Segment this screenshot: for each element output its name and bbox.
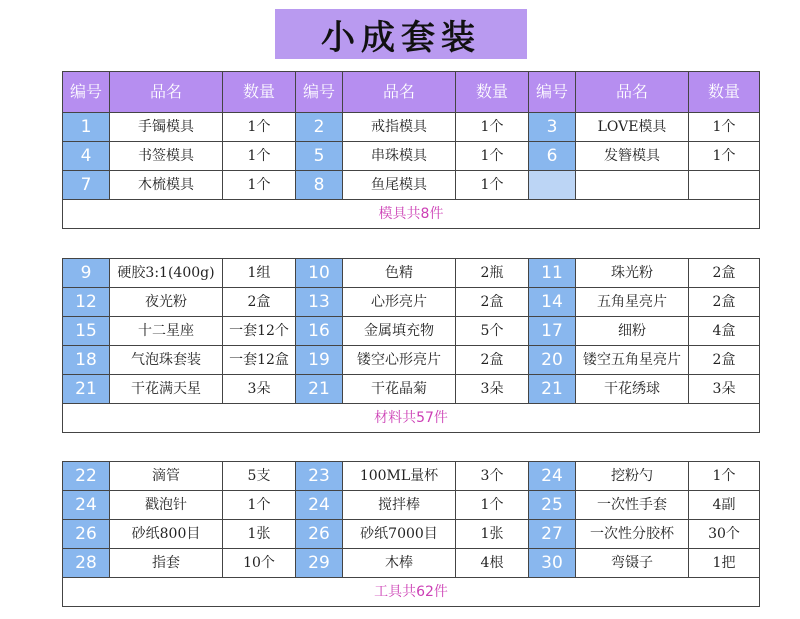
item-name: LOVE模具: [576, 113, 689, 142]
item-name: 金属填充物: [343, 317, 456, 346]
item-name: 色精: [343, 259, 456, 288]
item-name: 气泡珠套装: [110, 346, 223, 375]
item-quantity: 3朵: [689, 375, 760, 404]
item-number: 7: [63, 171, 110, 200]
item-number: 11: [529, 259, 576, 288]
item-number: 27: [529, 520, 576, 549]
item-quantity: 1个: [223, 113, 296, 142]
item-number: 9: [63, 259, 110, 288]
item-name: 书签模具: [110, 142, 223, 171]
item-number: 28: [63, 549, 110, 578]
item-number: 14: [529, 288, 576, 317]
item-name: 戳泡针: [110, 491, 223, 520]
item-quantity: 2盒: [689, 346, 760, 375]
item-quantity: 5支: [223, 462, 296, 491]
item-name: 砂纸7000目: [343, 520, 456, 549]
item-quantity: 10个: [223, 549, 296, 578]
item-number: 12: [63, 288, 110, 317]
item-quantity: 1张: [223, 520, 296, 549]
item-name: 鱼尾模具: [343, 171, 456, 200]
table-row: [63, 462, 760, 491]
molds-table: [62, 71, 760, 229]
item-number: 21: [529, 375, 576, 404]
item-name: 挖粉勺: [576, 462, 689, 491]
section-total: 材料共57件: [63, 404, 760, 433]
item-name: 细粉: [576, 317, 689, 346]
item-name: 镂空五角星亮片: [576, 346, 689, 375]
item-number: 30: [529, 549, 576, 578]
item-name: 干花晶菊: [343, 375, 456, 404]
item-quantity: 1个: [456, 491, 529, 520]
section-total: 模具共8件: [63, 200, 760, 229]
item-quantity: 1组: [223, 259, 296, 288]
table-row: [63, 375, 760, 404]
header-name: 品名: [110, 72, 223, 113]
item-quantity: 4根: [456, 549, 529, 578]
item-number: 24: [63, 491, 110, 520]
table-row: [63, 520, 760, 549]
item-quantity: [689, 171, 760, 200]
item-name: 指套: [110, 549, 223, 578]
total-row: [63, 578, 760, 607]
item-quantity: 4副: [689, 491, 760, 520]
item-number: 29: [296, 549, 343, 578]
section-total: 工具共62件: [63, 578, 760, 607]
header-qty: 数量: [689, 72, 760, 113]
header-qty: 数量: [223, 72, 296, 113]
item-quantity: 1个: [223, 491, 296, 520]
item-quantity: 2盒: [689, 288, 760, 317]
header-row: [63, 72, 760, 113]
item-quantity: 1张: [456, 520, 529, 549]
item-number: 19: [296, 346, 343, 375]
item-name: 干花绣球: [576, 375, 689, 404]
item-quantity: 2盒: [689, 259, 760, 288]
item-name: 五角星亮片: [576, 288, 689, 317]
item-quantity: 1个: [689, 142, 760, 171]
table-row: [63, 317, 760, 346]
item-quantity: 1把: [689, 549, 760, 578]
total-row: [63, 200, 760, 229]
item-name: [576, 171, 689, 200]
item-number: 13: [296, 288, 343, 317]
table-row: [63, 113, 760, 142]
header-id: 编号: [529, 72, 576, 113]
page-title: 小成套装: [321, 17, 481, 58]
item-name: 100ML量杯: [343, 462, 456, 491]
item-number: 10: [296, 259, 343, 288]
header-id: 编号: [63, 72, 110, 113]
item-number: 26: [296, 520, 343, 549]
item-number: 17: [529, 317, 576, 346]
item-number: [529, 171, 576, 200]
item-quantity: 2盒: [456, 288, 529, 317]
item-number: 22: [63, 462, 110, 491]
item-number: 20: [529, 346, 576, 375]
item-name: 发簪模具: [576, 142, 689, 171]
item-quantity: 1个: [223, 142, 296, 171]
header-name: 品名: [343, 72, 456, 113]
item-name: 手镯模具: [110, 113, 223, 142]
item-name: 珠光粉: [576, 259, 689, 288]
item-name: 串珠模具: [343, 142, 456, 171]
item-name: 硬胶3:1(400g): [110, 259, 223, 288]
item-name: 一次性分胶杯: [576, 520, 689, 549]
header-name: 品名: [576, 72, 689, 113]
item-number: 6: [529, 142, 576, 171]
item-number: 8: [296, 171, 343, 200]
item-quantity: 3个: [456, 462, 529, 491]
item-name: 镂空心形亮片: [343, 346, 456, 375]
item-quantity: 1个: [223, 171, 296, 200]
table-row: [63, 491, 760, 520]
item-quantity: 2盒: [456, 346, 529, 375]
table-row: [63, 346, 760, 375]
item-name: 木梳模具: [110, 171, 223, 200]
item-quantity: 4盒: [689, 317, 760, 346]
item-number: 5: [296, 142, 343, 171]
item-number: 1: [63, 113, 110, 142]
item-name: 夜光粉: [110, 288, 223, 317]
item-number: 15: [63, 317, 110, 346]
item-number: 21: [296, 375, 343, 404]
item-quantity: 一套12个: [223, 317, 296, 346]
table-row: [63, 549, 760, 578]
item-quantity: 一套12盒: [223, 346, 296, 375]
item-number: 23: [296, 462, 343, 491]
item-quantity: 1个: [456, 113, 529, 142]
tools-table: [62, 461, 760, 607]
item-quantity: 2瓶: [456, 259, 529, 288]
item-number: 18: [63, 346, 110, 375]
item-quantity: 1个: [689, 462, 760, 491]
item-name: 搅拌棒: [343, 491, 456, 520]
header-qty: 数量: [456, 72, 529, 113]
item-number: 26: [63, 520, 110, 549]
item-number: 21: [63, 375, 110, 404]
total-row: [63, 404, 760, 433]
title-banner: [275, 9, 527, 59]
item-quantity: 1个: [689, 113, 760, 142]
item-number: 4: [63, 142, 110, 171]
item-number: 2: [296, 113, 343, 142]
item-name: 砂纸800目: [110, 520, 223, 549]
table-row: [63, 259, 760, 288]
item-quantity: 3朵: [223, 375, 296, 404]
item-number: 16: [296, 317, 343, 346]
item-quantity: 5个: [456, 317, 529, 346]
item-number: 25: [529, 491, 576, 520]
item-quantity: 3朵: [456, 375, 529, 404]
item-name: 弯镊子: [576, 549, 689, 578]
item-quantity: 2盒: [223, 288, 296, 317]
materials-table: [62, 258, 760, 433]
item-quantity: 30个: [689, 520, 760, 549]
item-name: 木棒: [343, 549, 456, 578]
table-row: [63, 171, 760, 200]
table-row: [63, 288, 760, 317]
item-quantity: 1个: [456, 142, 529, 171]
item-number: 3: [529, 113, 576, 142]
item-name: 滴管: [110, 462, 223, 491]
item-name: 一次性手套: [576, 491, 689, 520]
item-name: 戒指模具: [343, 113, 456, 142]
item-name: 十二星座: [110, 317, 223, 346]
table-row: [63, 142, 760, 171]
item-quantity: 1个: [456, 171, 529, 200]
item-number: 24: [296, 491, 343, 520]
item-name: 干花满天星: [110, 375, 223, 404]
item-name: 心形亮片: [343, 288, 456, 317]
item-number: 24: [529, 462, 576, 491]
header-id: 编号: [296, 72, 343, 113]
